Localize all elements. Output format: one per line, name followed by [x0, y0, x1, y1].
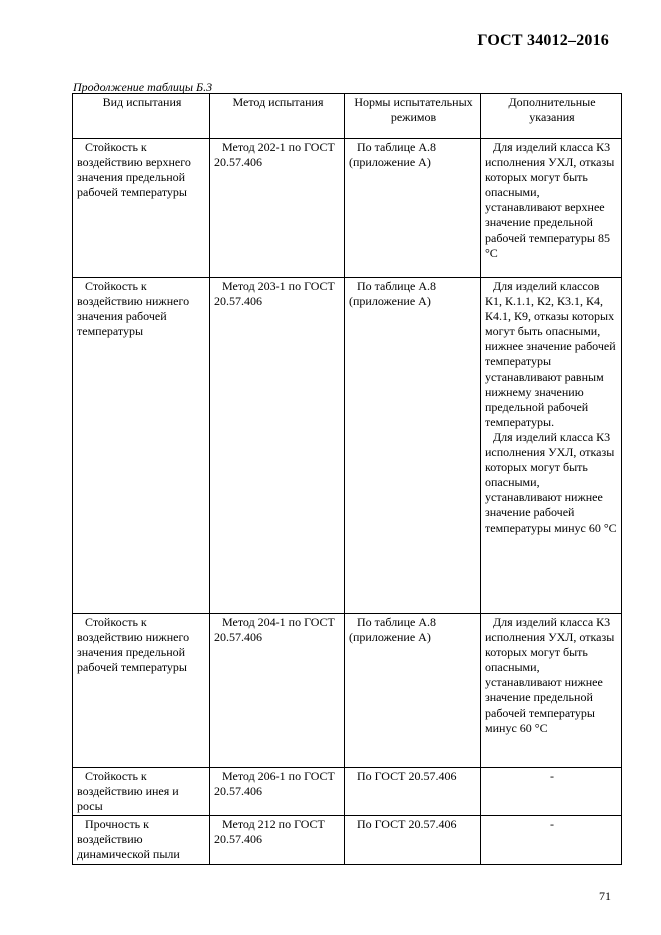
cell-test-norms: По ГОСТ 20.57.406 — [345, 768, 481, 816]
table-row — [73, 139, 622, 278]
table-row — [73, 816, 622, 864]
test-table — [72, 93, 622, 865]
cell-notes: - — [481, 816, 622, 864]
table-row — [73, 768, 622, 816]
note-paragraph: Для изделий классов К1, К.1.1, К2, К3.1, К4, К4.1, К9, отказы которых могут быть опасными, нижнее значение рабочей температуры устанавливают равным нижнему значению предельной рабочей температуры. — [485, 279, 616, 429]
cell-notes — [481, 278, 622, 614]
cell-test-method: Метод 212 по ГОСТ 20.57.406 — [210, 816, 345, 864]
cell-notes — [481, 614, 622, 768]
column-header-test-type: Вид испытания — [73, 94, 210, 139]
cell-test-norms: По таблице А.8 (приложение А) — [345, 139, 481, 278]
cell-test-norms: По ГОСТ 20.57.406 — [345, 816, 481, 864]
cell-test-type: Стойкость к воздействию верхнего значения предельной рабочей температуры — [73, 139, 210, 278]
table-row — [73, 614, 622, 768]
document-header: ГОСТ 34012–2016 — [477, 32, 609, 49]
table-header-row — [73, 94, 622, 139]
cell-test-method: Метод 202-1 по ГОСТ 20.57.406 — [210, 139, 345, 278]
note-paragraph: Для изделий класса К3 исполнения УХЛ, отказы которых могут быть опасными, устанавливают нижнее значение рабочей температуры минус 60 °С — [485, 429, 617, 535]
column-header-test-norms: Нормы испытательных режимов — [345, 94, 481, 139]
page-number: 71 — [599, 889, 611, 903]
cell-test-type: Стойкость к воздействию нижнего значения рабочей температуры — [73, 278, 210, 614]
cell-test-norms: По таблице А.8 (приложение А) — [345, 278, 481, 614]
cell-notes: - — [481, 768, 622, 816]
cell-test-type: Прочность к воздействию динамической пыли — [73, 816, 210, 864]
cell-test-type: Стойкость к воздействию инея и росы — [73, 768, 210, 816]
note-paragraph: Для изделий класса К3 исполнения УХЛ, отказы которых могут быть опасными, устанавливают нижнее значение предельной рабочей температуры минус 60 °С — [485, 615, 615, 735]
cell-test-type: Стойкость к воздействию нижнего значения предельной рабочей температуры — [73, 614, 210, 768]
column-header-notes: Дополнительные указания — [481, 94, 622, 139]
cell-test-method: Метод 204-1 по ГОСТ 20.57.406 — [210, 614, 345, 768]
table-row — [73, 278, 622, 614]
cell-test-norms: По таблице А.8 (приложение А) — [345, 614, 481, 768]
table-caption: Продолжение таблицы Б.3 — [73, 80, 213, 94]
cell-test-method: Метод 206-1 по ГОСТ 20.57.406 — [210, 768, 345, 816]
cell-notes — [481, 139, 622, 278]
cell-test-method: Метод 203-1 по ГОСТ 20.57.406 — [210, 278, 345, 614]
column-header-test-method: Метод испытания — [210, 94, 345, 139]
note-paragraph: Для изделий класса К3 исполнения УХЛ, отказы которых могут быть опасными, устанавливают верхнее значение предельной рабочей температуры 85 °С — [485, 140, 615, 260]
